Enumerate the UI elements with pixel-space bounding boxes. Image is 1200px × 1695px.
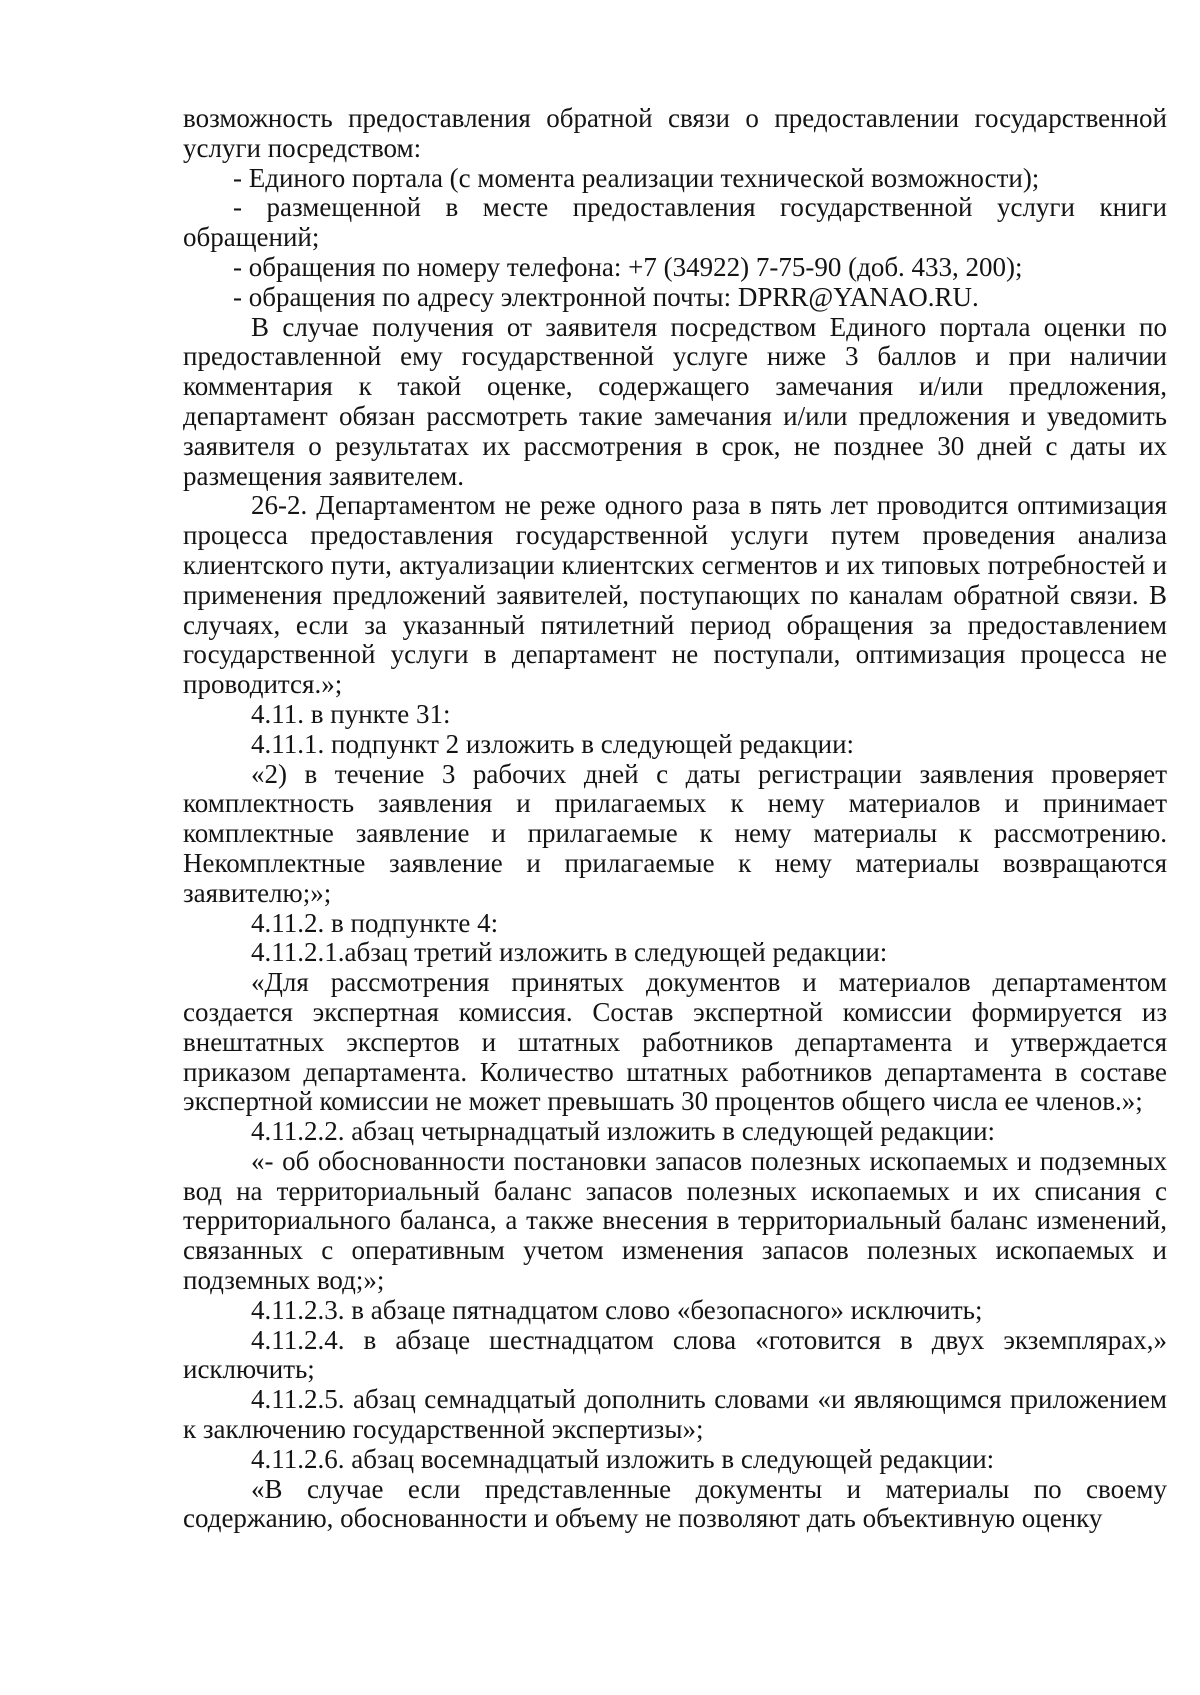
- paragraph: 4.11.2.4. в абзаце шестнадцатом слова «готовится в двух экземплярах,» исключить;: [183, 1324, 1167, 1385]
- paragraph: - обращения по номеру телефона: +7 (34922) 7-75-90 (доб. 433, 200);: [233, 251, 1023, 282]
- paragraph: «Для рассмотрения принятых документов и материалов департаментом создается экспертная комиссия. Состав экспертной комиссии формируется из внештатных экспертов и штатных работников департамента и утверждается приказом департамента. Количество штатных работников департамента в составе экспертной комиссии не может превышать 30 процентов общего числа ее членов.»;: [183, 967, 1167, 1117]
- paragraph: «В случае если представленные документы и материалы по своему содержанию, обоснованности и объему не позволяют дать объективную оценку: [183, 1473, 1167, 1534]
- paragraph: 4.11.2.3. в абзаце пятнадцатом слово «безопасного» исключить;: [251, 1294, 983, 1325]
- paragraph: В случае получения от заявителя посредством Единого портала оценки по предоставленной ему государственной услуге ниже 3 баллов и при наличии комментария к такой оценке, содержащего замечания и/или предложения, департамент обязан рассмотреть такие замечания и/или предложения и уведомить заявителя о результатах их рассмотрения в срок, не позднее 30 дней с даты их размещения заявителем.: [183, 311, 1167, 491]
- paragraph: - размещенной в месте предоставления государственной услуги книги обращений;: [183, 192, 1167, 253]
- document-page: [183, 104, 1167, 1534]
- paragraph: 4.11.2. в подпункте 4:: [251, 907, 499, 938]
- paragraph: 26-2. Департаментом не реже одного раза в пять лет проводится оптимизация процесса предоставления государственной услуги путем проведения анализа клиентского пути, актуализации клиентских сегментов и их типовых потребностей и применения предложений заявителей, поступающих по каналам обратной связи. В случаях, если за указанный пятилетний период обращения за предоставлением государственной услуги в департамент не поступали, оптимизация процесса не проводится.»;: [183, 490, 1167, 700]
- paragraph: 4.11.2.5. абзац семнадцатый дополнить словами «и являющимся приложением к заключению государственной экспертизы»;: [183, 1384, 1167, 1445]
- paragraph: «- об обоснованности постановки запасов полезных ископаемых и подземных вод на территориальный баланс запасов полезных ископаемых и их списания с территориального баланса, а также внесения в территориальный баланс изменений, связанных с оперативным учетом изменения запасов полезных ископаемых и подземных вод;»;: [183, 1145, 1167, 1296]
- paragraph: 4.11.1. подпункт 2 изложить в следующей редакции:: [251, 728, 855, 759]
- paragraph: 4.11.2.2. абзац четырнадцатый изложить в следующей редакции:: [251, 1116, 996, 1147]
- paragraph: 4.11.2.1.абзац третий изложить в следующей редакции:: [251, 937, 888, 968]
- paragraph: - Единого портала (с момента реализации технической возможности);: [233, 162, 1040, 193]
- paragraph: возможность предоставления обратной связи о предоставлении государственной услуги посредством:: [183, 103, 1167, 163]
- paragraph: - обращения по адресу электронной почты: DPRR@YANAO.RU.: [233, 281, 979, 312]
- paragraph: 4.11.2.6. абзац восемнадцатый изложить в следующей редакции:: [251, 1443, 995, 1474]
- paragraph: «2) в течение 3 рабочих дней с даты регистрации заявления проверяет комплектность заявления и прилагаемых к нему материалов и принимает комплектные заявление и прилагаемые к нему материалы к рассмотрению. Некомплектные заявление и прилагаемые к нему материалы возвращаются заявителю;»;: [183, 758, 1167, 908]
- paragraph: 4.11. в пункте 31:: [251, 698, 451, 729]
